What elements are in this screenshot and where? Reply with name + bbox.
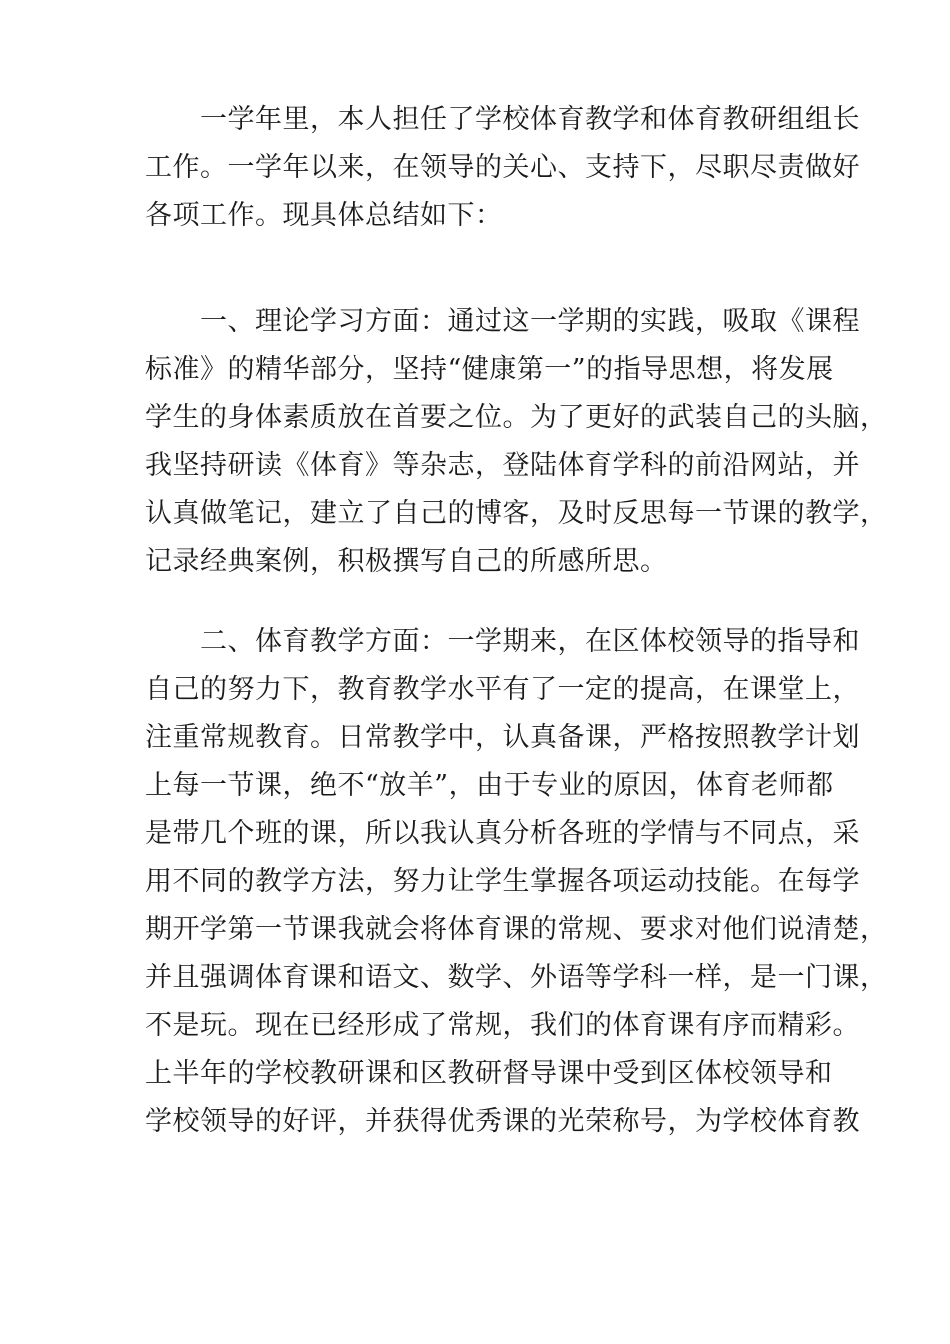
text-line: 认真做笔记，建立了自己的博客，及时反思每一节课的教学，: [145, 498, 888, 529]
text-line: 上半年的学校教研课和区教研督导课中受到区体校领导和: [145, 1058, 833, 1089]
text-line: 各项工作。现具体总结如下：: [145, 200, 503, 231]
text-line: 工作。一学年以来，在领导的关心、支持下，尽职尽责做好: [145, 152, 860, 183]
paragraph-intro: [145, 96, 860, 240]
text-line: 一学年里，本人担任了学校体育教学和体育教研组组长: [145, 104, 860, 135]
paragraph-pe-teaching: [145, 618, 888, 1146]
text-line: 我坚持研读《体育》等杂志，登陆体育学科的前沿网站，并: [145, 450, 860, 481]
text-line: 注重常规教育。日常教学中，认真备课，严格按照教学计划: [145, 722, 860, 753]
text-line: 不是玩。现在已经形成了常规，我们的体育课有序而精彩。: [145, 1010, 860, 1041]
text-line: 是带几个班的课，所以我认真分析各班的学情与不同点，采: [145, 818, 860, 849]
text-line: 上每一节课，绝不“放羊”，由于专业的原因，体育老师都: [145, 770, 834, 801]
text-line: 期开学第一节课我就会将体育课的常规、要求对他们说清楚，: [145, 914, 888, 945]
text-line: 学校领导的好评，并获得优秀课的光荣称号，为学校体育教: [145, 1106, 860, 1137]
text-line: 记录经典案例，积极撰写自己的所感所思。: [145, 546, 668, 577]
paragraph-theory-study: [145, 298, 888, 586]
text-line: 并且强调体育课和语文、数学、外语等学科一样，是一门课，: [145, 962, 888, 993]
text-line: 学生的身体素质放在首要之位。为了更好的武装自己的头脑，: [145, 402, 888, 433]
text-line: 二、体育教学方面：一学期来，在区体校领导的指导和: [145, 626, 860, 657]
text-line: 自己的努力下，教育教学水平有了一定的提高，在课堂上，: [145, 674, 860, 705]
text-line: 标准》的精华部分，坚持“健康第一”的指导思想，将发展: [145, 354, 834, 385]
text-line: 一、理论学习方面：通过这一学期的实践，吸取《课程: [145, 306, 860, 337]
text-line: 用不同的教学方法，努力让学生掌握各项运动技能。在每学: [145, 866, 860, 897]
